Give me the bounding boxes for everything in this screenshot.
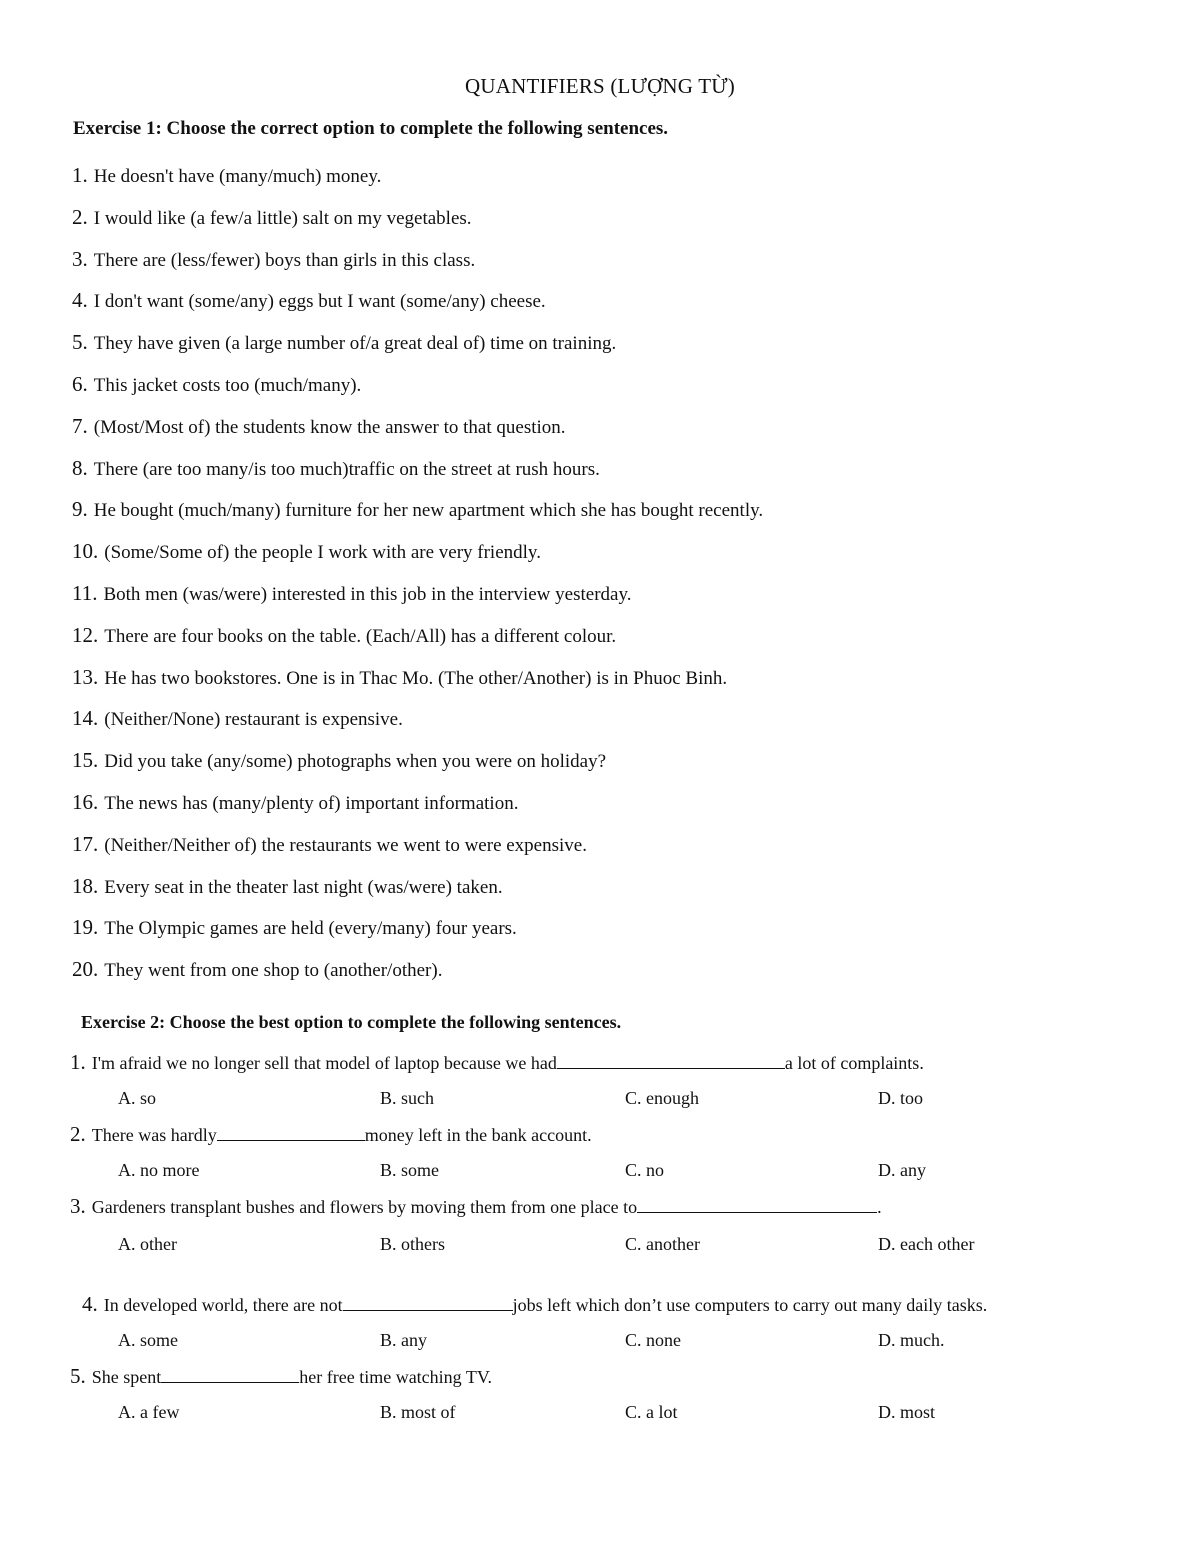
- answer-blank[interactable]: [343, 1292, 513, 1311]
- item-text: He has two bookstores. One is in Thac Mo. (The other/Another) is in Phuoc Binh.: [104, 667, 728, 689]
- exercise-2-heading: Exercise 2: Choose the best option to complete the following sentences.: [81, 1012, 622, 1032]
- option-a[interactable]: A. no more: [118, 1160, 200, 1180]
- question-text-after: jobs left which don’t use computers to carry out many daily tasks.: [512, 1295, 988, 1315]
- question-number: 2.: [70, 1122, 86, 1146]
- exercise-1-item: [72, 621, 1172, 663]
- option-c[interactable]: C. another: [625, 1234, 700, 1254]
- question-text-before: Gardeners transplant bushes and flowers by moving them from one place to: [91, 1197, 638, 1217]
- exercise-1-item: [72, 746, 1172, 788]
- item-number: 12.: [72, 622, 99, 647]
- exercise-2-question: [70, 1192, 1170, 1230]
- exercise-1-item: [72, 913, 1172, 955]
- question-text-before: There was hardly: [91, 1125, 217, 1145]
- item-text: He doesn't have (many/much) money.: [93, 166, 382, 187]
- item-text: Every seat in the theater last night (was/were) taken.: [104, 876, 503, 898]
- item-text: There are four books on the table. (Each/All) has a different colour.: [104, 625, 617, 647]
- item-text: (Neither/None) restaurant is expensive.: [104, 709, 403, 731]
- item-text: (Most/Most of) the students know the answer to that question.: [93, 416, 566, 438]
- question-number: 5.: [70, 1364, 86, 1388]
- item-text: Both men (was/were) interested in this job in the interview yesterday.: [103, 583, 632, 605]
- item-number: 3.: [72, 246, 88, 271]
- option-c[interactable]: C. enough: [625, 1088, 699, 1108]
- exercise-1-item: [72, 245, 1172, 287]
- option-b[interactable]: B. most of: [380, 1402, 456, 1422]
- option-a[interactable]: A. other: [118, 1234, 177, 1254]
- exercise-1-item: [72, 955, 1172, 997]
- option-a[interactable]: A. a few: [118, 1402, 180, 1422]
- item-number: 19.: [72, 915, 99, 940]
- answer-options: [70, 1230, 1170, 1266]
- item-text: I would like (a few/a little) salt on my vegetables.: [93, 207, 472, 229]
- exercise-1-item: [72, 412, 1172, 454]
- exercise-1-item: [72, 830, 1172, 872]
- item-number: 13.: [72, 664, 99, 689]
- item-number: 16.: [72, 789, 99, 814]
- question-number: 3.: [70, 1194, 86, 1218]
- exercise-1-item: [72, 328, 1172, 370]
- answer-options: [70, 1156, 1170, 1192]
- option-c[interactable]: C. none: [625, 1330, 681, 1350]
- item-number: 10.: [72, 539, 99, 564]
- item-text: There are (less/fewer) boys than girls in this class.: [93, 249, 476, 271]
- option-d[interactable]: D. much.: [878, 1330, 945, 1350]
- exercise-1-item: [72, 579, 1172, 621]
- item-number: 4.: [72, 288, 88, 313]
- exercise-1-item: [72, 454, 1172, 496]
- item-text: (Some/Some of) the people I work with are very friendly.: [104, 542, 541, 564]
- item-text: Did you take (any/some) photographs when you were on holiday?: [104, 751, 607, 773]
- item-number: 20.: [72, 957, 99, 982]
- item-text: (Neither/Neither of) the restaurants we went to were expensive.: [104, 834, 587, 856]
- exercise-1-item: [72, 286, 1172, 328]
- option-a[interactable]: A. some: [118, 1330, 178, 1350]
- item-number: 5.: [72, 330, 88, 355]
- option-d[interactable]: D. any: [878, 1160, 926, 1180]
- exercise-2-list: [70, 1048, 1170, 1434]
- exercise-2-question: [70, 1362, 1170, 1398]
- exercise-1-item: [72, 788, 1172, 830]
- question-text-before: I'm afraid we no longer sell that model of laptop because we had: [91, 1053, 557, 1073]
- option-c[interactable]: C. no: [625, 1160, 665, 1180]
- exercise-1-heading: Exercise 1: Choose the correct option to complete the following sentences.: [73, 118, 669, 139]
- item-number: 11.: [72, 580, 98, 605]
- exercise-1-item: [72, 663, 1172, 705]
- exercise-1-item: [72, 370, 1172, 412]
- item-number: 18.: [72, 873, 99, 898]
- item-number: 8.: [72, 455, 88, 480]
- answer-blank[interactable]: [637, 1194, 877, 1213]
- item-text: He bought (much/many) furniture for her new apartment which she has bought recently.: [93, 500, 764, 522]
- option-b[interactable]: B. others: [380, 1234, 445, 1254]
- option-d[interactable]: D. too: [878, 1088, 923, 1108]
- option-c[interactable]: C. a lot: [625, 1402, 678, 1422]
- answer-options: [70, 1398, 1170, 1434]
- answer-blank[interactable]: [217, 1122, 365, 1141]
- answer-options: [70, 1326, 1170, 1362]
- item-number: 6.: [72, 371, 88, 396]
- option-b[interactable]: B. some: [380, 1160, 440, 1180]
- exercise-2-question: [70, 1048, 1170, 1084]
- answer-blank[interactable]: [161, 1364, 299, 1383]
- item-text: The Olympic games are held (every/many) four years.: [104, 918, 517, 940]
- option-b[interactable]: B. any: [380, 1330, 427, 1350]
- exercise-2-question: [70, 1120, 1170, 1156]
- question-number: 4.: [82, 1292, 98, 1316]
- item-text: They have given (a large number of/a great deal of) time on training.: [93, 333, 617, 355]
- question-text-before: She spent: [91, 1367, 162, 1387]
- item-text: They went from one shop to (another/other).: [104, 960, 443, 982]
- exercise-2-question: [70, 1290, 1170, 1326]
- exercise-1-item: [72, 537, 1172, 579]
- option-a[interactable]: A. so: [118, 1088, 157, 1108]
- item-number: 2.: [72, 204, 88, 229]
- answer-blank[interactable]: [557, 1050, 785, 1069]
- exercise-1-item: [72, 872, 1172, 914]
- question-text-after: .: [877, 1197, 882, 1217]
- exercise-1-item: [72, 203, 1172, 245]
- question-text-after: a lot of complaints.: [784, 1053, 924, 1073]
- item-number: 17.: [72, 831, 99, 856]
- page-title: QUANTIFIERS (LƯỢNG TỪ): [465, 74, 735, 98]
- item-number: 15.: [72, 748, 99, 773]
- question-text-after: her free time watching TV.: [299, 1367, 493, 1387]
- item-number: 14.: [72, 706, 99, 731]
- item-text: There (are too many/is too much)traffic on the street at rush hours.: [93, 458, 600, 480]
- question-text-before: In developed world, there are not: [103, 1295, 343, 1315]
- exercise-1-item: [72, 161, 1172, 203]
- question-text-after: money left in the bank account.: [364, 1125, 592, 1145]
- option-d[interactable]: D. most: [878, 1402, 936, 1422]
- item-text: I don't want (some/any) eggs but I want (some/any) cheese.: [93, 291, 546, 313]
- question-number: 1.: [70, 1050, 86, 1074]
- exercise-1-list: [72, 161, 1172, 997]
- answer-options: [70, 1084, 1170, 1120]
- item-text: This jacket costs too (much/many).: [93, 374, 362, 396]
- option-b[interactable]: B. such: [380, 1088, 434, 1108]
- item-number: 7.: [72, 413, 88, 438]
- exercise-1-item: [72, 495, 1172, 537]
- item-number: 9.: [72, 497, 88, 522]
- option-d[interactable]: D. each other: [878, 1234, 975, 1254]
- item-text: The news has (many/plenty of) important information.: [104, 792, 519, 814]
- exercise-1-item: [72, 704, 1172, 746]
- item-number: 1.: [72, 163, 88, 187]
